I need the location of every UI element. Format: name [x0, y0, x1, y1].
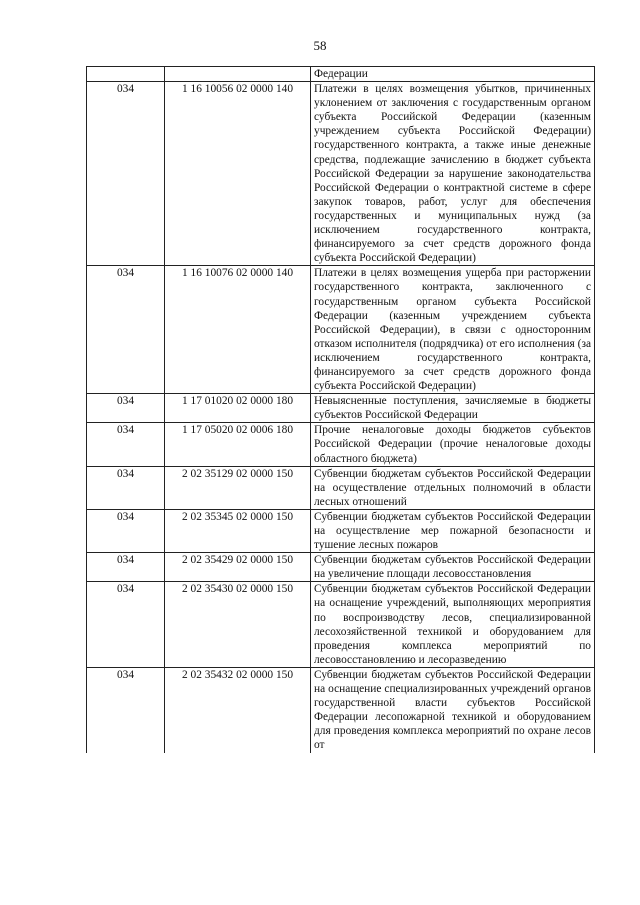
- budget-code-cell: 1 17 01020 02 0000 180: [165, 394, 311, 423]
- description-cell: Прочие неналоговые доходы бюджетов субъектов Российской Федерации (прочие неналоговые доходы областного бюджета): [311, 423, 595, 466]
- table-row: [87, 553, 595, 582]
- table-row-continuation: [87, 67, 595, 82]
- budget-code-cell: 2 02 35345 02 0000 150: [165, 509, 311, 552]
- table-row: [87, 82, 595, 266]
- admin-code-cell: 034: [87, 266, 165, 394]
- description-cell: Платежи в целях возмещения убытков, причиненных уклонением от заключения с государственным органом субъекта Российской Федерации (казенным учреждением субъекта Российской Федерации) государственного контракта, а также иные денежные средства, подлежащие зачислению в бюджет субъекта Российской Федерации за нарушение законодательства Российской Федерации о контрактной системе в сфере закупок товаров, работ, услуг для обеспечения государственных и муниципальных нужд (за исключением государственного контракта, финансируемого за счет средств дорожного фонда субъекта Российской Федерации): [311, 82, 595, 266]
- description-cell: Федерации: [311, 67, 595, 82]
- budget-code-cell: 2 02 35430 02 0000 150: [165, 582, 311, 668]
- admin-code-cell: 034: [87, 509, 165, 552]
- budget-code-cell: 2 02 35129 02 0000 150: [165, 466, 311, 509]
- admin-code-cell: 034: [87, 466, 165, 509]
- admin-code-cell: 034: [87, 394, 165, 423]
- admin-code-cell: 034: [87, 423, 165, 466]
- page-number: 58: [313, 38, 327, 53]
- budget-code-cell: 2 02 35432 02 0000 150: [165, 667, 311, 752]
- budget-code-cell: 1 16 10076 02 0000 140: [165, 266, 311, 394]
- description-cell: Субвенции бюджетам субъектов Российской Федерации на оснащение специализированных учреждений органов государственной власти субъектов Российской Федерации лесопожарной техникой и оборудованием для проведения комплекса мероприятий по охране лесов от: [311, 667, 595, 752]
- budget-code-cell: 1 17 05020 02 0006 180: [165, 423, 311, 466]
- description-cell: Субвенции бюджетам субъектов Российской Федерации на увеличение площади лесовосстановления: [311, 553, 595, 582]
- table-row: [87, 667, 595, 752]
- description-cell: Платежи в целях возмещения ущерба при расторжении государственного контракта, заключенного с государственным органом субъекта Российской Федерации (казенным учреждением субъекта Российской Федерации), в связи с односторонним отказом исполнителя (подрядчика) от его исполнения (за исключением государственного контракта, финансируемого за счет средств дорожного фонда субъекта Российской Федерации): [311, 266, 595, 394]
- table-row: [87, 423, 595, 466]
- table-row: [87, 266, 595, 394]
- budget-code-cell: [165, 67, 311, 82]
- description-cell: Субвенции бюджетам субъектов Российской Федерации на осуществление отдельных полномочий в области лесных отношений: [311, 466, 595, 509]
- description-cell: Субвенции бюджетам субъектов Российской Федерации на оснащение учреждений, выполняющих мероприятия по воспроизводству лесов, специализированной лесохозяйственной техникой и оборудованием для проведения комплекса мероприятий по лесовосстановлению и лесоразведению: [311, 582, 595, 668]
- table-row: [87, 582, 595, 668]
- admin-code-cell: 034: [87, 667, 165, 752]
- table-row: [87, 394, 595, 423]
- revenue-codes-table: [86, 66, 595, 753]
- budget-code-cell: 2 02 35429 02 0000 150: [165, 553, 311, 582]
- budget-code-cell: 1 16 10056 02 0000 140: [165, 82, 311, 266]
- admin-code-cell: [87, 67, 165, 82]
- admin-code-cell: 034: [87, 553, 165, 582]
- table-row: [87, 509, 595, 552]
- admin-code-cell: 034: [87, 82, 165, 266]
- admin-code-cell: 034: [87, 582, 165, 668]
- description-cell: Невыясненные поступления, зачисляемые в бюджеты субъектов Российской Федерации: [311, 394, 595, 423]
- description-cell: Субвенции бюджетам субъектов Российской Федерации на осуществление мер пожарной безопасности и тушение лесных пожаров: [311, 509, 595, 552]
- table-row: [87, 466, 595, 509]
